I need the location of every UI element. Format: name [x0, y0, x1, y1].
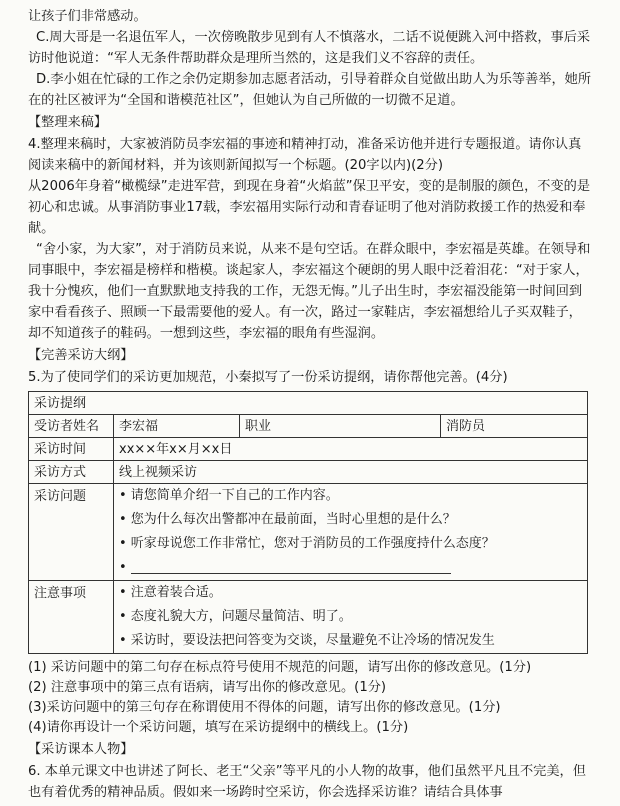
note-item: • 态度礼貌大方，问题尽量简洁、明了。 — [119, 609, 352, 624]
section-heading-organize: 【整理来稿】 — [28, 115, 108, 130]
question-item: • 听家母说您工作非常忙，您对于消防员的工作强度持什么态度？ — [119, 536, 495, 551]
table-row — [29, 438, 588, 461]
note-item: • 采访时，要设法把问答变为交谈，尽量避免不让冷场的情况发生 — [119, 633, 495, 648]
question-4: 4.整理来稿时，大家被消防员李宏福的事迹和精神打动，准备采访他并进行专题报道。请你认真阅读来稿中的新闻材料，并为该则新闻拟写一个标题。(20字以内)(2分) — [28, 137, 582, 173]
intro-line: 让孩子们非常感动。 — [28, 9, 147, 24]
notes-list — [114, 581, 588, 654]
worksheet-page — [28, 6, 594, 803]
questions-list — [114, 484, 588, 581]
sub-question-4: (4)请你再设计一个采访问题，填写在采访提纲中的横线上。(1分) — [28, 720, 409, 735]
news-paragraph-2: “舍小家，为大家”，对于消防员来说，从来不是句空话。在群众眼中，李宏福是英雄。在领导和同事眼中，李宏福是榜样和楷模。谈起家人，李宏福这个硬朗的男人眼中泛着泪花：“对于家人，我十分愧疚，他们一直默默地支持我的工作，无怨无悔。”儿子出生时，李宏福没能第一时间回到家中看看孩子、照顾一下最需要他的爱人。有一次，路过一家鞋店，李宏福想给儿子买双鞋子，却不知道孩子的鞋码。一想到这些，李宏福的眼角有些湿润。 — [28, 242, 591, 341]
notes-label: 注意事项 — [29, 581, 114, 654]
name-value: 李宏福 — [114, 415, 240, 438]
questions-label: 采访问题 — [29, 484, 114, 581]
question-item: • 您为什么每次出警都冲在最前面，当时心里想的是什么？ — [119, 512, 456, 527]
section-heading-character: 【采访课本人物】 — [28, 742, 134, 757]
question-bullet: • — [119, 560, 131, 575]
option-c: C.周大哥是一名退伍军人，一次傍晚散步见到有人不慎落水，二话不说便跳入河中搭救，事后采访时他说道：“军人无条件帮助群众是理所当然的，这是我们义不容辞的责任。 — [28, 30, 591, 66]
interview-outline-table — [28, 391, 588, 654]
news-paragraph-1: 从2006年身着“橄榄绿”走进军营，到现在身着“火焰蓝”保卫平安，变的是制服的颜色，不变的是初心和忠诚。从事消防事业17载，李宏福用实际行动和青春证明了他对消防救援工作的热爱和奉献。 — [28, 179, 591, 236]
question-5: 5.为了使同学们的采访更加规范，小秦拟写了一份采访提纲，请你帮他完善。(4分) — [28, 370, 508, 385]
option-d: D.李小姐在忙碌的工作之余仍定期参加志愿者活动，引导着群众自觉做出助人为乐等善举，她所在的社区被评为“全国和谐模范社区”，但她认为自己所做的一切微不足道。 — [28, 72, 592, 108]
sub-question-1: (1) 采访问题中的第二句存在标点符号使用不规范的问题，请写出你的修改意见。(1分) — [28, 660, 532, 675]
note-item: • 注意着装合适。 — [119, 585, 222, 600]
question-item: • 请您简单介绍一下自己的工作内容。 — [119, 488, 339, 503]
table-row — [29, 461, 588, 484]
method-value: 线上视频采访 — [114, 461, 588, 484]
table-row — [29, 484, 588, 581]
job-label: 职业 — [240, 415, 441, 438]
job-value: 消防员 — [441, 415, 588, 438]
time-value: xx××年x×月×x日 — [114, 438, 588, 461]
table-row — [29, 415, 588, 438]
table-title: 采访提纲 — [29, 392, 588, 415]
table-row — [29, 581, 588, 654]
sub-question-3: (3)采访问题中的第三句存在称谓使用不得体的问题，请写出你的修改意见。(1分) — [28, 700, 501, 715]
answer-blank-line[interactable] — [131, 561, 451, 574]
name-label: 受访者姓名 — [29, 415, 114, 438]
section-heading-outline: 【完善采访大纲】 — [28, 348, 134, 363]
question-6: 6. 本单元课文中也讲述了阿长、老王“父亲”等平凡的小人物的故事，他们虽然平凡且不完美，但也有着优秀的精神品质。假如来一场跨时空采访，你会选择采访谁？请结合具体事 — [28, 764, 586, 800]
method-label: 采访方式 — [29, 461, 114, 484]
time-label: 采访时间 — [29, 438, 114, 461]
sub-question-2: (2) 注意事项中的第三点有语病，请写出你的修改意见。(1分) — [28, 680, 387, 695]
question-item-blank[interactable] — [119, 556, 582, 580]
table-title-row — [29, 392, 588, 415]
